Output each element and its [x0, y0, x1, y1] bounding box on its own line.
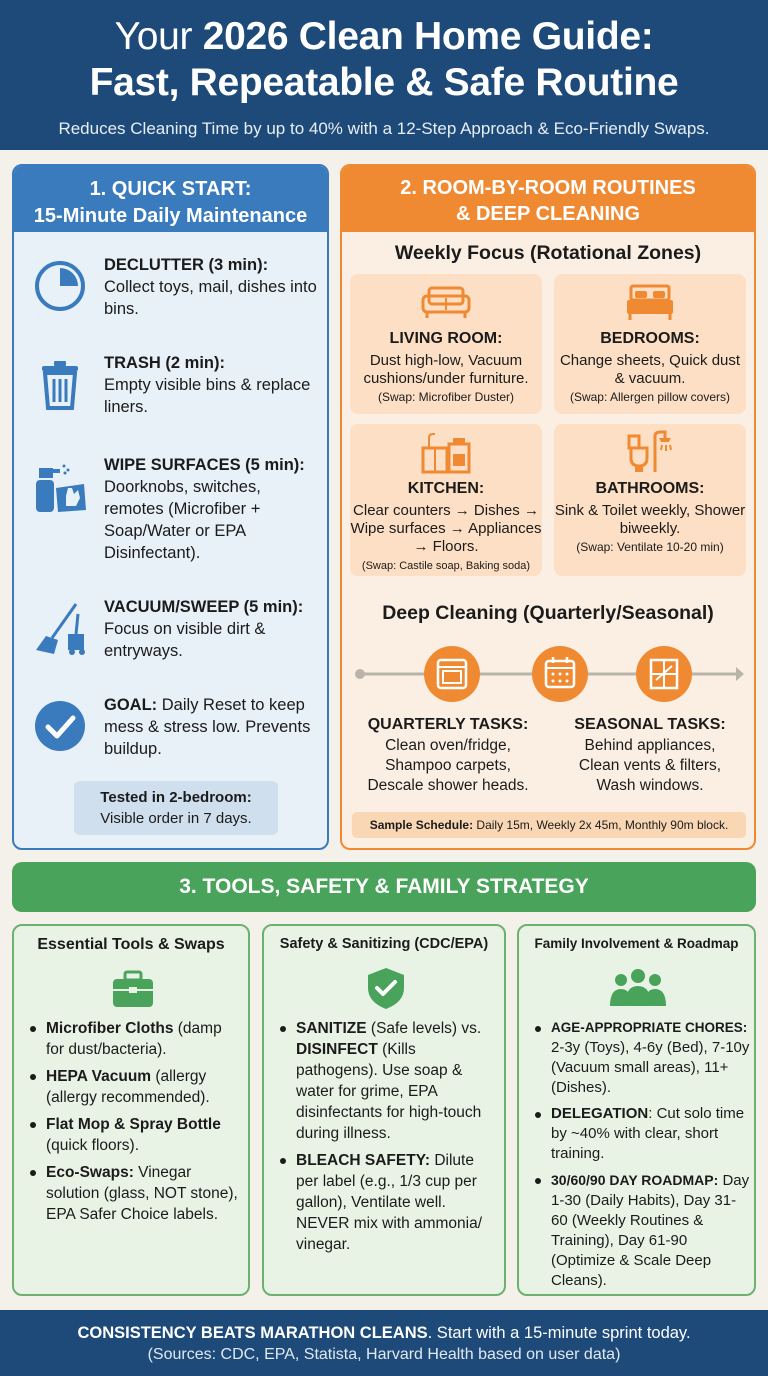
list-item: HEPA Vacuum (allergy (allergy recommended). [30, 1066, 244, 1108]
tested-note [74, 781, 278, 835]
footer-text: . Start with a 15-minute sprint today. [427, 1324, 691, 1342]
tools-section-header: 3. TOOLS, SAFETY & FAMILY STRATEGY [12, 862, 756, 912]
safety-column-title: Safety & Sanitizing (CDC/EPA) [279, 936, 489, 952]
room-routines-header [342, 166, 754, 232]
family-icon [609, 966, 667, 1010]
trash-icon [32, 356, 88, 412]
room-routines-title-2: & DEEP CLEANING [455, 203, 641, 225]
room-title: BATHROOMS: [595, 480, 705, 497]
title-line-1 [0, 14, 768, 60]
item-label: WIPE SURFACES (5 min): [104, 456, 305, 474]
item-text: Empty visible bins & replace liners. [104, 376, 311, 416]
quarterly-title: QUARTERLY TASKS: [367, 716, 529, 733]
item-label: VACUUM/SWEEP (5 min): [104, 598, 304, 616]
item-text: Focus on visible dirt & entryways. [104, 620, 266, 660]
room-card-bedrooms [554, 274, 746, 414]
room-desc: Sink & Toilet weekly, Shower biweekly. [554, 502, 746, 537]
room-routines-panel [340, 164, 756, 850]
room-title: KITCHEN: [407, 480, 485, 497]
toolbox-icon [109, 966, 157, 1010]
schedule-text: Daily 15m, Weekly 2x 45m, Monthly 90m block. [476, 818, 729, 832]
room-desc: Dust high-low, Vacuum cushions/under furniture. [363, 352, 529, 387]
spray-wipe-icon [32, 458, 88, 514]
title-line-2: Fast, Repeatable & Safe Routine [89, 61, 679, 104]
vacuum-broom-icon [32, 600, 88, 656]
safety-list [280, 1018, 498, 1261]
room-swap: (Swap: Microfiber Duster) [377, 390, 515, 404]
title-main: 2026 Clean Home Guide: [202, 15, 654, 58]
calendar-icon [532, 646, 588, 702]
item-text: Collect toys, mail, dishes into bins. [104, 278, 317, 318]
room-swap: (Swap: Ventilate 10-20 min) [576, 540, 724, 554]
family-list [535, 1018, 751, 1296]
room-card-kitchen [350, 424, 542, 576]
tools-list [30, 1018, 244, 1231]
list-item: Flat Mop & Spray Bottle (quick floors). [30, 1114, 244, 1156]
list-item: 30/60/90 DAY ROADMAP: Day 1-30 (Daily Habits), Day 31-60 (Weekly Routines & Training), Day 61-90 (Optimize & Scale Deep Cleans). [535, 1170, 751, 1291]
quarterly-task: Descale shower heads. [367, 777, 529, 794]
room-desc: Change sheets, Quick dust & vacuum. [559, 352, 741, 387]
quarterly-task: Shampoo carpets, [385, 757, 511, 774]
deep-clean-timeline [354, 644, 744, 704]
deep-cleaning-title: Deep Cleaning (Quarterly/Seasonal) [382, 602, 714, 624]
quick-start-header [14, 166, 327, 232]
quick-start-panel [12, 164, 329, 850]
family-column [517, 924, 756, 1296]
seasonal-tasks [550, 714, 750, 796]
room-title: BEDROOMS: [600, 330, 700, 347]
quick-start-title: 1. QUICK START: [89, 178, 252, 200]
window-icon [636, 646, 692, 702]
seasonal-title: SEASONAL TASKS: [574, 716, 726, 733]
list-item: BLEACH SAFETY: Dilute per label (e.g., 1/3 cup per gallon), Ventilate well. NEVER mix with ammonia/ vinegar. [280, 1150, 498, 1255]
tested-text: Visible order in 7 days. [100, 810, 252, 827]
seasonal-task: Clean vents & filters, [578, 757, 722, 774]
sofa-icon [421, 280, 471, 324]
sample-schedule [352, 812, 746, 838]
list-item: Eco-Swaps: Vinegar solution (glass, NOT stone), EPA Safer Choice labels. [30, 1162, 244, 1225]
tested-label: Tested in 2-bedroom: [100, 789, 252, 806]
subtitle: Reduces Cleaning Time by up to 40% with a 12-Step Approach & Eco-Friendly Swaps. [58, 119, 710, 138]
quarterly-task: Clean oven/fridge, [385, 737, 511, 754]
weekly-focus-title: Weekly Focus (Rotational Zones) [394, 242, 702, 264]
clock-icon [32, 258, 88, 314]
list-item: SANITIZE (Safe levels) vs. DISINFECT (Kills pathogens). Use soap & water for grime, EPA disinfectants for high-touch during illness. [280, 1018, 498, 1144]
family-column-title: Family Involvement & Roadmap [534, 936, 739, 951]
item-text: Doorknobs, switches, remotes (Microfiber + Soap/Water or EPA Disinfectant). [104, 478, 261, 562]
tools-column-title: Essential Tools & Swaps [37, 936, 225, 953]
quick-start-subtitle: 15-Minute Daily Maintenance [33, 205, 308, 227]
list-item: Microfiber Cloths (damp for dust/bacteria). [30, 1018, 244, 1060]
bathroom-icon [625, 430, 675, 474]
item-label: GOAL: [104, 696, 158, 714]
footer-emphasis: CONSISTENCY BEATS MARATHON CLEANS [77, 1324, 428, 1342]
footer-banner [0, 1310, 768, 1376]
bed-icon [625, 280, 675, 324]
footer-sources: (Sources: CDC, EPA, Statista, Harvard Health based on user data) [147, 1346, 621, 1363]
room-routines-title: 2. ROOM-BY-ROOM ROUTINES [400, 177, 696, 199]
seasonal-task: Behind appliances, [584, 737, 716, 754]
room-desc: Clear counters → Dishes → Wipe surfaces → Appliances → Floors. [350, 502, 542, 555]
tools-column [12, 924, 250, 1296]
list-item: DELEGATION: Cut solo time by ~40% with clear, short training. [535, 1104, 751, 1164]
room-swap: (Swap: Castile soap, Baking soda) [361, 560, 531, 572]
check-icon [32, 698, 88, 754]
oven-icon [424, 646, 480, 702]
footer-message [0, 1310, 768, 1344]
kitchen-icon [421, 430, 471, 474]
shield-icon [362, 966, 410, 1010]
room-swap: (Swap: Allergen pillow covers) [569, 390, 731, 404]
room-card-living [350, 274, 542, 414]
item-label: TRASH (2 min): [104, 354, 225, 372]
header-banner [0, 0, 768, 150]
item-text: Daily Reset to keep mess & stress low. Prevents buildup. [104, 696, 311, 758]
item-label: DECLUTTER (3 min): [104, 256, 269, 274]
safety-column [262, 924, 506, 1296]
list-item: AGE-APPROPRIATE CHORES: 2-3y (Toys), 4-6y (Bed), 7-10y (Vacuum small areas), 11+ (Dishes). [535, 1018, 751, 1098]
title-prefix: Your [114, 15, 203, 58]
quarterly-tasks [348, 714, 548, 796]
room-card-bathrooms [554, 424, 746, 576]
schedule-label: Sample Schedule: [369, 818, 474, 832]
seasonal-task: Wash windows. [596, 777, 704, 794]
room-title: LIVING ROOM: [389, 330, 503, 347]
